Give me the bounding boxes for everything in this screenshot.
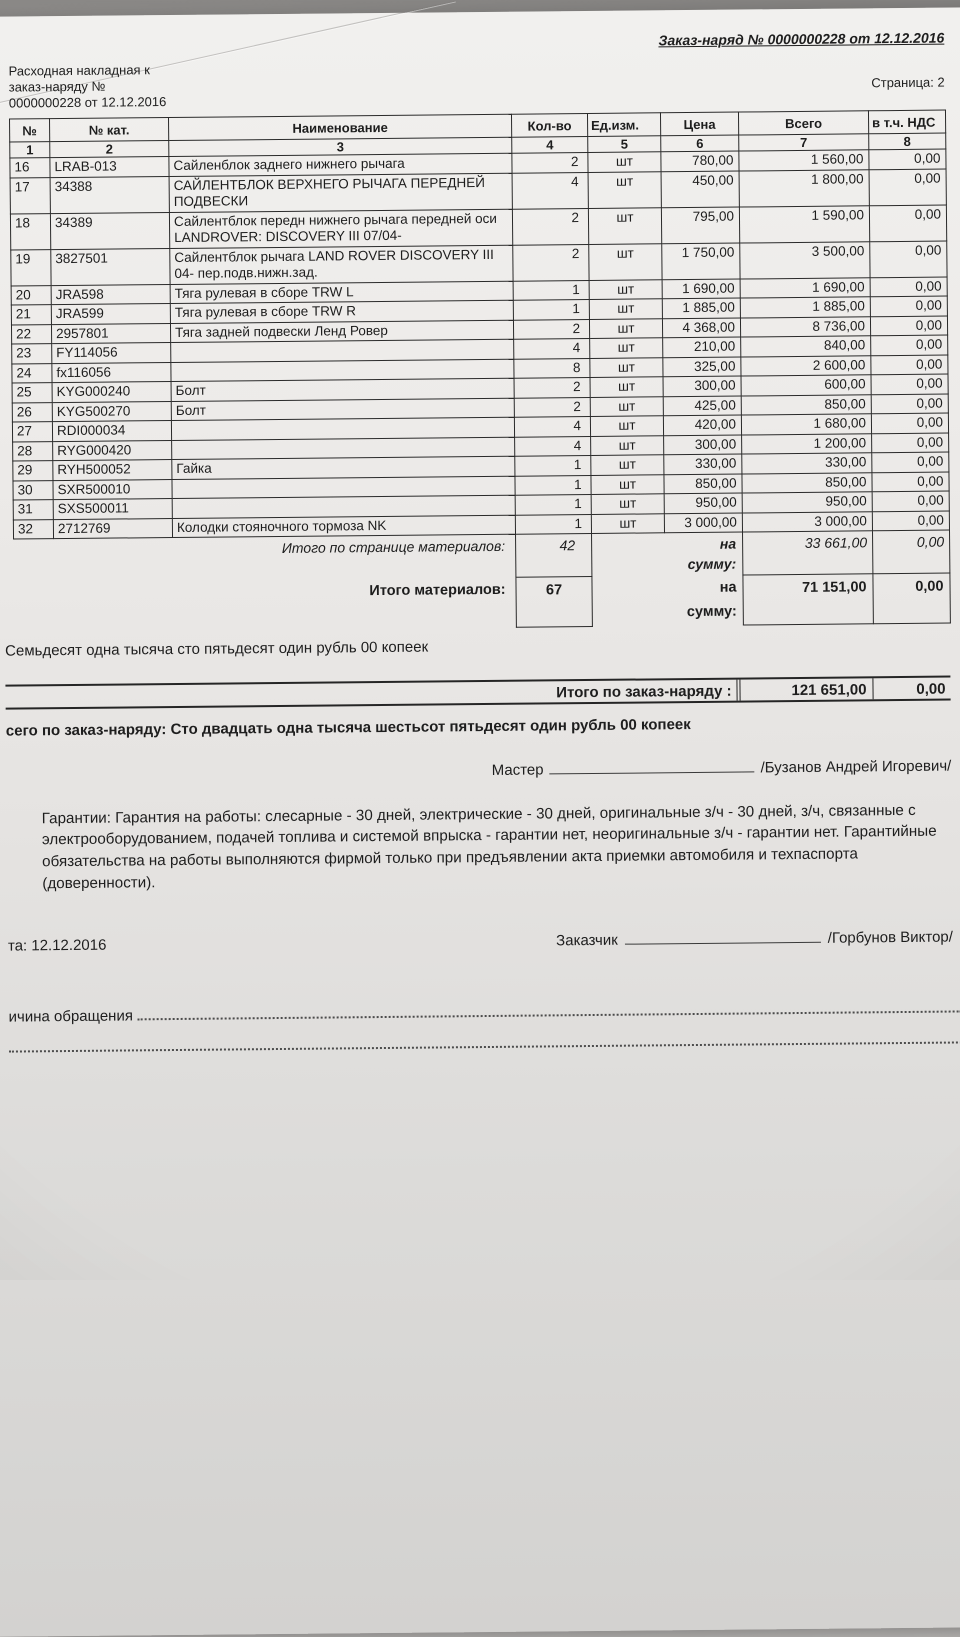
document-header bbox=[8, 55, 944, 112]
cell-price: 795,00 bbox=[661, 207, 739, 244]
page-total-qty: 42 bbox=[516, 533, 592, 576]
page-total-sum-label: на сумму: bbox=[687, 535, 737, 573]
warranty-text: Гарантии: Гарантия на работы: слесарные - 30 дней, электрические - 30 дней, оригинальные з/ч - 30 дней, з/ч, связанные с электрооборудованием, подачей топлива и системой впрыска - гарантии нет, неоригинальные з/ч - гарантии нет. Гарантийные обязательства на работы выполняются фирмой только при предъявлении акта приемки автомобиля и техпаспорта (доверенности). bbox=[41, 801, 937, 892]
cell-total: 1 690,00 bbox=[740, 277, 870, 298]
cell-vat: 0,00 bbox=[871, 355, 948, 375]
materials-total-row bbox=[14, 573, 950, 632]
column-number: 8 bbox=[869, 133, 946, 150]
cell-item-name: Тяга задней подвески Ленд Ровер bbox=[170, 320, 513, 343]
cell-price: 300,00 bbox=[663, 376, 741, 396]
cell-unit: шт bbox=[590, 338, 663, 358]
cell-total: 950,00 bbox=[742, 492, 872, 513]
cell-vat: 0,00 bbox=[870, 316, 947, 336]
column-header: Всего bbox=[738, 111, 868, 135]
cell-price: 850,00 bbox=[664, 474, 742, 494]
items-body bbox=[10, 149, 950, 539]
signature-line bbox=[549, 758, 754, 774]
order-reference: Заказ-наряд № 0000000228 от 12.12.2016 bbox=[658, 29, 945, 49]
cell-unit: шт bbox=[588, 152, 661, 172]
materials-amount-in-words: Семьдесят одна тысяча сто пятьдесят один рубль 00 копеек bbox=[5, 638, 429, 660]
cell-row-number: 17 bbox=[10, 177, 50, 213]
cell-total: 1 590,00 bbox=[739, 205, 869, 242]
date-customer-line bbox=[8, 928, 953, 955]
cell-catalog-number: 2712769 bbox=[53, 518, 172, 539]
column-number: 6 bbox=[661, 135, 739, 152]
customer-label: Заказчик bbox=[556, 932, 618, 950]
cell-catalog-number: JRA598 bbox=[51, 284, 170, 305]
cell-item-name: Гайка bbox=[172, 456, 515, 479]
cell-catalog-number: KYG000240 bbox=[52, 382, 171, 403]
signature-line bbox=[625, 929, 821, 945]
cell-row-number: 22 bbox=[11, 324, 51, 344]
cell-catalog-number: RYH500052 bbox=[53, 460, 172, 481]
cell-quantity: 2 bbox=[512, 208, 588, 245]
cell-row-number: 29 bbox=[13, 461, 53, 481]
cell-row-number: 32 bbox=[13, 519, 53, 539]
cell-catalog-number: SXS500011 bbox=[53, 499, 172, 520]
cell-unit: шт bbox=[590, 396, 663, 416]
cell-item-name: САЙЛЕНТБЛОК ВЕРХНЕГО РЫЧАГА ПЕРЕДНЕЙ ПОДВЕСКИ bbox=[169, 173, 512, 212]
column-number: 3 bbox=[169, 137, 512, 156]
cell-row-number: 20 bbox=[11, 285, 51, 305]
cell-unit: шт bbox=[589, 243, 662, 280]
cell-total: 1 560,00 bbox=[739, 150, 869, 171]
document-date: та: 12.12.2016 bbox=[7, 937, 107, 956]
column-header: Ед.изм. bbox=[587, 113, 660, 137]
cell-row-number: 16 bbox=[10, 158, 50, 178]
cell-vat: 0,00 bbox=[872, 472, 949, 492]
cell-total: 3 000,00 bbox=[742, 511, 872, 532]
column-header: № кат. bbox=[50, 118, 169, 142]
cell-row-number: 30 bbox=[13, 480, 53, 500]
cell-catalog-number: 2957801 bbox=[51, 323, 170, 344]
column-header: Цена bbox=[660, 112, 738, 136]
page-total-label: Итого по странице материалов: bbox=[281, 537, 506, 556]
column-number: 1 bbox=[10, 142, 50, 158]
cell-catalog-number: SXR500010 bbox=[53, 479, 172, 500]
cell-catalog-number: 3827501 bbox=[51, 248, 170, 285]
column-number: 4 bbox=[512, 137, 588, 154]
order-total-vat: 0,00 bbox=[872, 677, 950, 699]
page-total-vat: 0,00 bbox=[872, 530, 949, 573]
cell-row-number: 19 bbox=[11, 249, 51, 285]
cell-total: 3 500,00 bbox=[740, 241, 870, 278]
cell-quantity: 2 bbox=[512, 152, 588, 172]
column-header: № bbox=[10, 119, 50, 142]
empty-cell bbox=[592, 575, 665, 626]
master-name: /Бузанов Андрей Игоревич/ bbox=[760, 757, 952, 776]
cell-row-number: 28 bbox=[13, 441, 53, 461]
cell-unit: шт bbox=[591, 435, 664, 455]
cell-unit: шт bbox=[589, 279, 662, 299]
cell-quantity: 1 bbox=[515, 455, 591, 475]
cell-unit: шт bbox=[589, 299, 662, 319]
cell-vat: 0,00 bbox=[871, 413, 948, 433]
column-number: 7 bbox=[739, 134, 869, 151]
cell-item-name: Сайлентблок передн нижнего рычага передней оси LANDROVER: DISCOVERY III 07/04- bbox=[169, 209, 512, 248]
cell-item-name: Колодки стояночного тормоза NK bbox=[172, 515, 515, 538]
materials-total-sum-label: на сумму: bbox=[686, 579, 737, 621]
cell-vat: 0,00 bbox=[869, 149, 946, 169]
cell-item-name: Сайлентблок рычага LAND ROVER DISCOVERY III 04- пер.подв.нижн.зад. bbox=[170, 245, 513, 284]
title-line-2: заказ-наряду № bbox=[8, 78, 106, 95]
cell-price: 1 885,00 bbox=[662, 298, 740, 318]
cell-quantity: 1 bbox=[515, 475, 591, 495]
cell-unit: шт bbox=[590, 377, 663, 397]
cell-item-name: Тяга рулевая в сборе TRW R bbox=[170, 300, 513, 323]
materials-total-vat: 0,00 bbox=[873, 573, 950, 624]
cell-price: 420,00 bbox=[663, 415, 741, 435]
cell-total: 850,00 bbox=[741, 394, 871, 415]
cell-total: 1 800,00 bbox=[739, 169, 869, 206]
cell-price: 3 000,00 bbox=[664, 513, 742, 533]
cell-total: 600,00 bbox=[741, 375, 871, 396]
cell-catalog-number: 34388 bbox=[50, 176, 169, 213]
cell-total: 330,00 bbox=[742, 453, 872, 474]
cell-total: 8 736,00 bbox=[740, 316, 870, 337]
cell-vat: 0,00 bbox=[871, 335, 948, 355]
cell-quantity: 2 bbox=[513, 319, 589, 339]
cell-vat: 0,00 bbox=[869, 169, 946, 206]
cell-vat: 0,00 bbox=[870, 277, 947, 297]
title-line-1: Расходная накладная к bbox=[8, 62, 150, 79]
cell-total: 850,00 bbox=[742, 472, 872, 493]
cell-item-name: Болт bbox=[171, 378, 514, 401]
customer-name: /Горбунов Виктор/ bbox=[827, 928, 953, 948]
cell-row-number: 18 bbox=[10, 213, 50, 249]
cell-catalog-number: RDI000034 bbox=[52, 421, 171, 442]
cell-quantity: 2 bbox=[514, 397, 590, 417]
cell-price: 210,00 bbox=[663, 337, 741, 357]
cell-catalog-number: FY114056 bbox=[52, 343, 171, 364]
materials-total-amount: 71 151,00 bbox=[743, 573, 873, 624]
cell-quantity: 1 bbox=[515, 514, 591, 534]
cell-price: 950,00 bbox=[664, 493, 742, 513]
column-number: 5 bbox=[588, 136, 661, 153]
order-total-value: 121 651,00 bbox=[736, 678, 872, 700]
cell-quantity: 2 bbox=[513, 244, 589, 281]
cell-price: 325,00 bbox=[663, 357, 741, 377]
cell-unit: шт bbox=[591, 455, 664, 475]
cell-quantity: 4 bbox=[514, 416, 590, 436]
customer-signature-group bbox=[556, 928, 953, 950]
order-total-in-words: сего по заказ-наряду: Сто двадцать одна тысяча шестьсот пятьдесят один рубль 00 копеек bbox=[5, 715, 691, 740]
cell-unit: шт bbox=[591, 474, 664, 494]
page-number: Страница: 2 bbox=[871, 74, 945, 91]
cell-catalog-number: JRA599 bbox=[51, 304, 170, 325]
cell-vat: 0,00 bbox=[870, 296, 947, 316]
document-title bbox=[8, 62, 166, 112]
cell-price: 425,00 bbox=[663, 396, 741, 416]
cell-row-number: 24 bbox=[12, 363, 52, 383]
cell-price: 300,00 bbox=[664, 435, 742, 455]
cell-unit: шт bbox=[590, 416, 663, 436]
cell-total: 1 680,00 bbox=[741, 414, 871, 435]
cell-quantity: 4 bbox=[515, 436, 591, 456]
order-total-label: Итого по заказ-наряду : bbox=[556, 682, 732, 701]
cell-unit: шт bbox=[590, 357, 663, 377]
materials-total-label: Итого материалов: bbox=[369, 581, 506, 600]
cell-item-name: Сайленблок заднего нижнего рычага bbox=[169, 153, 512, 176]
cell-quantity: 8 bbox=[514, 358, 590, 378]
order-total-band bbox=[5, 675, 950, 709]
cell-row-number: 27 bbox=[12, 422, 52, 442]
cell-catalog-number: LRAB-013 bbox=[50, 157, 169, 178]
cell-vat: 0,00 bbox=[871, 374, 948, 394]
cell-row-number: 23 bbox=[12, 344, 52, 364]
cell-quantity: 1 bbox=[515, 494, 591, 514]
cell-vat: 0,00 bbox=[872, 452, 949, 472]
cell-vat: 0,00 bbox=[871, 394, 948, 414]
cell-row-number: 25 bbox=[12, 383, 52, 403]
cell-total: 840,00 bbox=[741, 336, 871, 357]
column-header: Наименование bbox=[168, 114, 511, 140]
cell-quantity: 2 bbox=[514, 377, 590, 397]
cell-item-name: Тяга рулевая в сборе TRW L bbox=[170, 281, 513, 304]
cell-catalog-number: fx116056 bbox=[52, 362, 171, 383]
cell-quantity: 4 bbox=[512, 172, 588, 209]
cell-price: 450,00 bbox=[661, 171, 739, 208]
cell-vat: 0,00 bbox=[872, 433, 949, 453]
cell-price: 1 690,00 bbox=[662, 279, 740, 299]
reason-label: ичина обращения bbox=[8, 1007, 134, 1026]
cell-vat: 0,00 bbox=[872, 511, 949, 531]
cell-total: 1 885,00 bbox=[740, 297, 870, 318]
cell-unit: шт bbox=[589, 318, 662, 338]
paper-sheet bbox=[0, 7, 960, 1637]
cell-row-number: 31 bbox=[13, 500, 53, 520]
cell-price: 4 368,00 bbox=[662, 318, 740, 338]
master-label: Мастер bbox=[491, 760, 544, 779]
title-line-3: 0000000228 от 12.12.2016 bbox=[8, 94, 167, 111]
column-header: в т.ч. НДС bbox=[868, 110, 945, 134]
cell-vat: 0,00 bbox=[870, 241, 947, 278]
empty-cell bbox=[592, 533, 665, 576]
cell-quantity: 1 bbox=[513, 299, 589, 319]
cell-catalog-number: RYG000420 bbox=[53, 440, 172, 461]
column-number: 2 bbox=[50, 141, 169, 158]
cell-unit: шт bbox=[591, 494, 664, 514]
document-content bbox=[5, 29, 954, 1053]
cell-price: 780,00 bbox=[661, 151, 739, 171]
cell-total: 1 200,00 bbox=[742, 433, 872, 454]
cell-price: 330,00 bbox=[664, 454, 742, 474]
cell-quantity: 4 bbox=[514, 338, 590, 358]
cell-quantity: 1 bbox=[513, 280, 589, 300]
cell-vat: 0,00 bbox=[872, 491, 949, 511]
cell-price: 1 750,00 bbox=[662, 243, 740, 280]
cell-unit: шт bbox=[588, 171, 661, 208]
column-header: Кол-во bbox=[511, 114, 587, 138]
invoice-table bbox=[9, 110, 951, 632]
cell-vat: 0,00 bbox=[869, 205, 946, 242]
cell-unit: шт bbox=[588, 207, 661, 244]
cell-total: 2 600,00 bbox=[741, 355, 871, 376]
cell-item-name: Болт bbox=[171, 398, 514, 421]
materials-total-qty: 67 bbox=[516, 576, 592, 627]
page-total-amount: 33 661,00 bbox=[743, 531, 873, 575]
cell-unit: шт bbox=[591, 513, 664, 533]
cell-row-number: 26 bbox=[12, 402, 52, 422]
cell-catalog-number: 34389 bbox=[50, 212, 169, 249]
master-signature-line bbox=[15, 756, 951, 783]
cell-row-number: 21 bbox=[11, 305, 51, 325]
cell-catalog-number: KYG500270 bbox=[52, 401, 171, 422]
